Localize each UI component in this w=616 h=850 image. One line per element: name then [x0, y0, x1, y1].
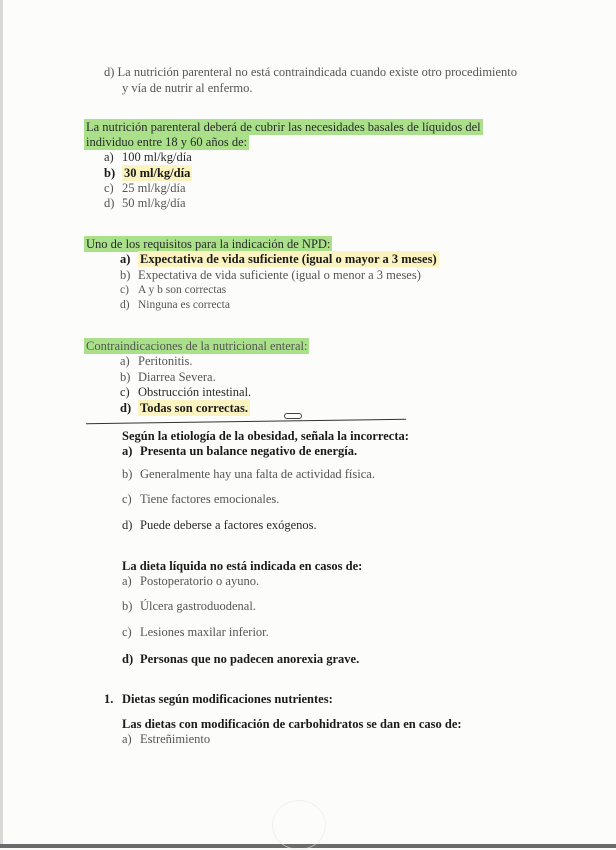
q0-option-d-line2: y vía de nutrir al enfermo. [122, 81, 253, 95]
q0-option-d-line1: d) La nutrición parenteral no está contraindicada cuando existe otro procedimiento [104, 65, 518, 79]
q4-option-a: a) Presenta un balance negativo de energía. [122, 444, 358, 458]
q3-stem: Contraindicaciones de la nutricional enteral: [86, 339, 308, 353]
faint-stamp-mark [272, 800, 326, 850]
q1-stem-line2: individuo entre 18 y 60 años de: [86, 135, 248, 149]
q4-option-c: c) Tiene factores emocionales. [122, 492, 280, 506]
q1-stem-line1: La nutrición parenteral deberá de cubrir las necesidades basales de líquidos del [86, 120, 481, 134]
q5-option-c: c) Lesiones maxilar inferior. [122, 625, 269, 639]
q3-option-c: c) Obstrucción intestinal. [120, 385, 252, 399]
q3-option-a: a) Peritonitis. [120, 354, 193, 368]
q1-option-b: b) 30 ml/kg/día [104, 166, 191, 180]
q4-option-d: d) Puede deberse a factores exógenos. [122, 518, 317, 532]
q2-option-a: a) Expectativa de vida suficiente (igual o mayor a 3 meses) [120, 252, 437, 266]
q5-option-d: d) Personas que no padecen anorexia grave. [122, 652, 360, 666]
pen-mark [284, 413, 302, 419]
q2-option-d: d) Ninguna es correcta [120, 299, 230, 311]
q3-option-b: b) Diarrea Severa. [120, 370, 216, 384]
q2-option-b: b) Expectativa de vida suficiente (igual o menor a 3 meses) [120, 268, 421, 282]
q5-option-b: b) Úlcera gastroduodenal. [122, 599, 256, 613]
section-heading: 1. Dietas según modificaciones nutrientes: [104, 692, 333, 706]
q3-option-d: d) Todas son correctas. [120, 401, 248, 415]
q5-option-a: a) Postoperatorio o ayuno. [122, 574, 260, 588]
q2-option-c: c) A y b son correctas [120, 284, 227, 296]
q1-option-d: d) 50 ml/kg/día [104, 196, 186, 210]
hand-drawn-divider [86, 419, 406, 424]
section-question-stem: Las dietas con modificación de carbohidratos se dan en caso de: [122, 717, 462, 731]
q5-stem: La dieta líquida no está indicada en casos de: [122, 559, 363, 573]
q4-option-b: b) Generalmente hay una falta de actividad física. [122, 467, 375, 481]
section-option-a: a) Estreñimiento [122, 732, 211, 746]
q1-option-c: c) 25 ml/kg/día [104, 181, 186, 195]
q4-stem: Según la etiología de la obesidad, señala la incorrecta: [122, 429, 409, 443]
q2-stem: Uno de los requisitos para la indicación de NPD: [86, 237, 331, 251]
q1-option-a: a) 100 ml/kg/día [104, 150, 192, 164]
